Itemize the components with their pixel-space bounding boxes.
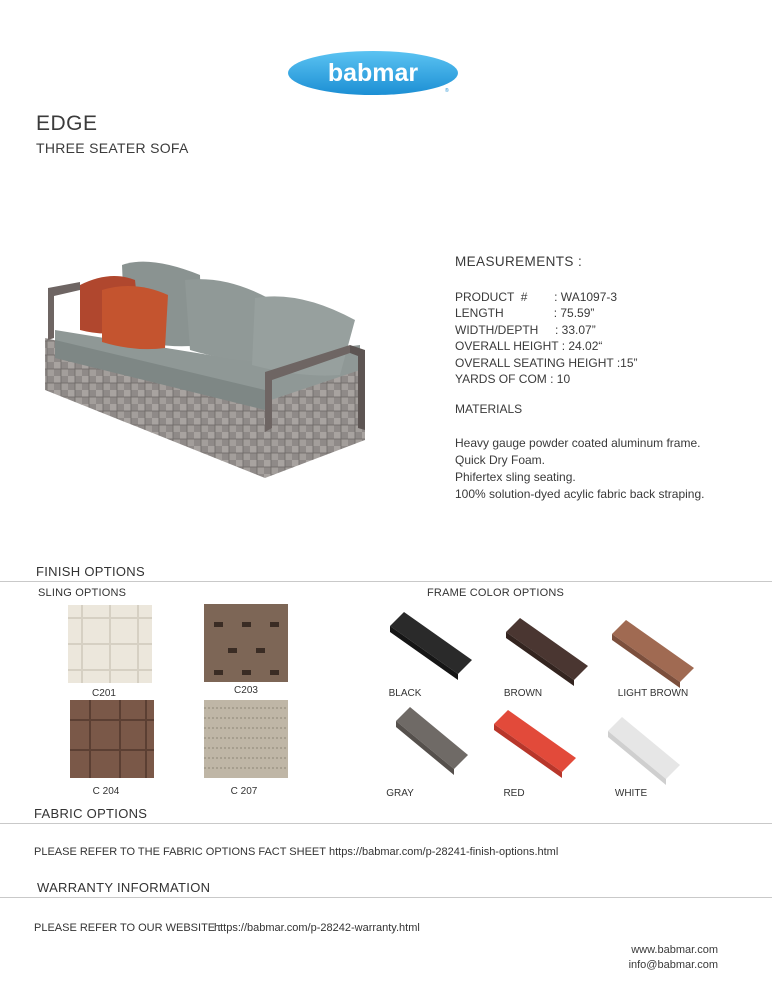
spec-product-number: PRODUCT # : WA1097-3 [455,290,618,304]
finish-options-title: FINISH OPTIONS [36,564,145,579]
frame-label-white: WHITE [614,788,648,799]
measurements-heading: MEASUREMENTS : [455,254,583,269]
sling-swatch-c207 [204,700,288,778]
warranty-link[interactable]: https://babmar.com/p-28242-warranty.html [214,922,420,934]
fabric-options-title: FABRIC OPTIONS [34,806,148,821]
materials-heading: MATERIALS [455,402,523,416]
logo-text: babmar [327,59,419,87]
sling-options-title: SLING OPTIONS [38,587,127,599]
spec-length: LENGTH : 75.59” [455,306,595,321]
material-line: Quick Dry Foam. [455,453,546,467]
sling-swatch-c201 [68,605,152,683]
material-line: Heavy gauge powder coated aluminum frame. [455,436,701,450]
frame-swatch-gray [392,703,482,778]
frame-swatch-white [604,713,694,788]
frame-label-light-brown: LIGHT BROWN [617,688,689,699]
fabric-options-link[interactable]: https://babmar.com/p-28241-finish-options.html [329,846,559,858]
sling-label-c204: C 204 [92,786,120,797]
material-line: Phifertex sling seating. [455,470,576,484]
frame-label-black: BLACK [388,688,422,699]
divider [0,823,772,824]
contact-info [629,943,718,973]
email-link[interactable]: info@babmar.com [628,959,718,971]
frame-swatch-light-brown [608,616,698,691]
frame-swatch-black [386,608,476,683]
frame-label-gray: GRAY [386,788,414,799]
svg-text:®: ® [445,88,449,94]
measurements-list [455,289,638,387]
divider [0,897,772,898]
spec-width-depth: WIDTH/DEPTH : 33.07” [455,322,596,337]
material-line: 100% solution-dyed acylic fabric back straping. [455,487,705,501]
spec-yards-of-com: YARDS OF COM : 10 [455,372,571,387]
frame-swatch-brown [502,614,592,689]
sling-swatch-c204 [70,700,154,778]
frame-swatch-red [490,706,580,781]
website-link[interactable]: www.babmar.com [631,944,718,956]
spec-seating-height: OVERALL SEATING HEIGHT :15” [455,355,638,370]
product-subtitle: THREE SEATER SOFA [36,140,189,156]
sling-swatch-c203 [204,604,288,682]
fabric-options-note: PLEASE REFER TO THE FABRIC OPTIONS FACT SHEET : [34,846,339,858]
warranty-title: WARRANTY INFORMATION [37,880,211,895]
sling-label-c203: C203 [234,685,258,696]
frame-label-red: RED [503,788,525,799]
sling-label-c207: C 207 [230,786,258,797]
frame-label-brown: BROWN [503,688,543,699]
warranty-note: PLEASE REFER TO OUR WEBSITE : [34,922,222,934]
product-name: EDGE [36,112,98,135]
materials-list [455,435,704,503]
frame-color-options-title: FRAME COLOR OPTIONS [427,587,565,599]
divider [0,581,772,582]
babmar-logo [287,50,459,96]
sling-label-c201: C201 [92,688,116,699]
sofa-image [40,250,385,480]
spec-overall-height: OVERALL HEIGHT : 24.02“ [455,339,603,354]
